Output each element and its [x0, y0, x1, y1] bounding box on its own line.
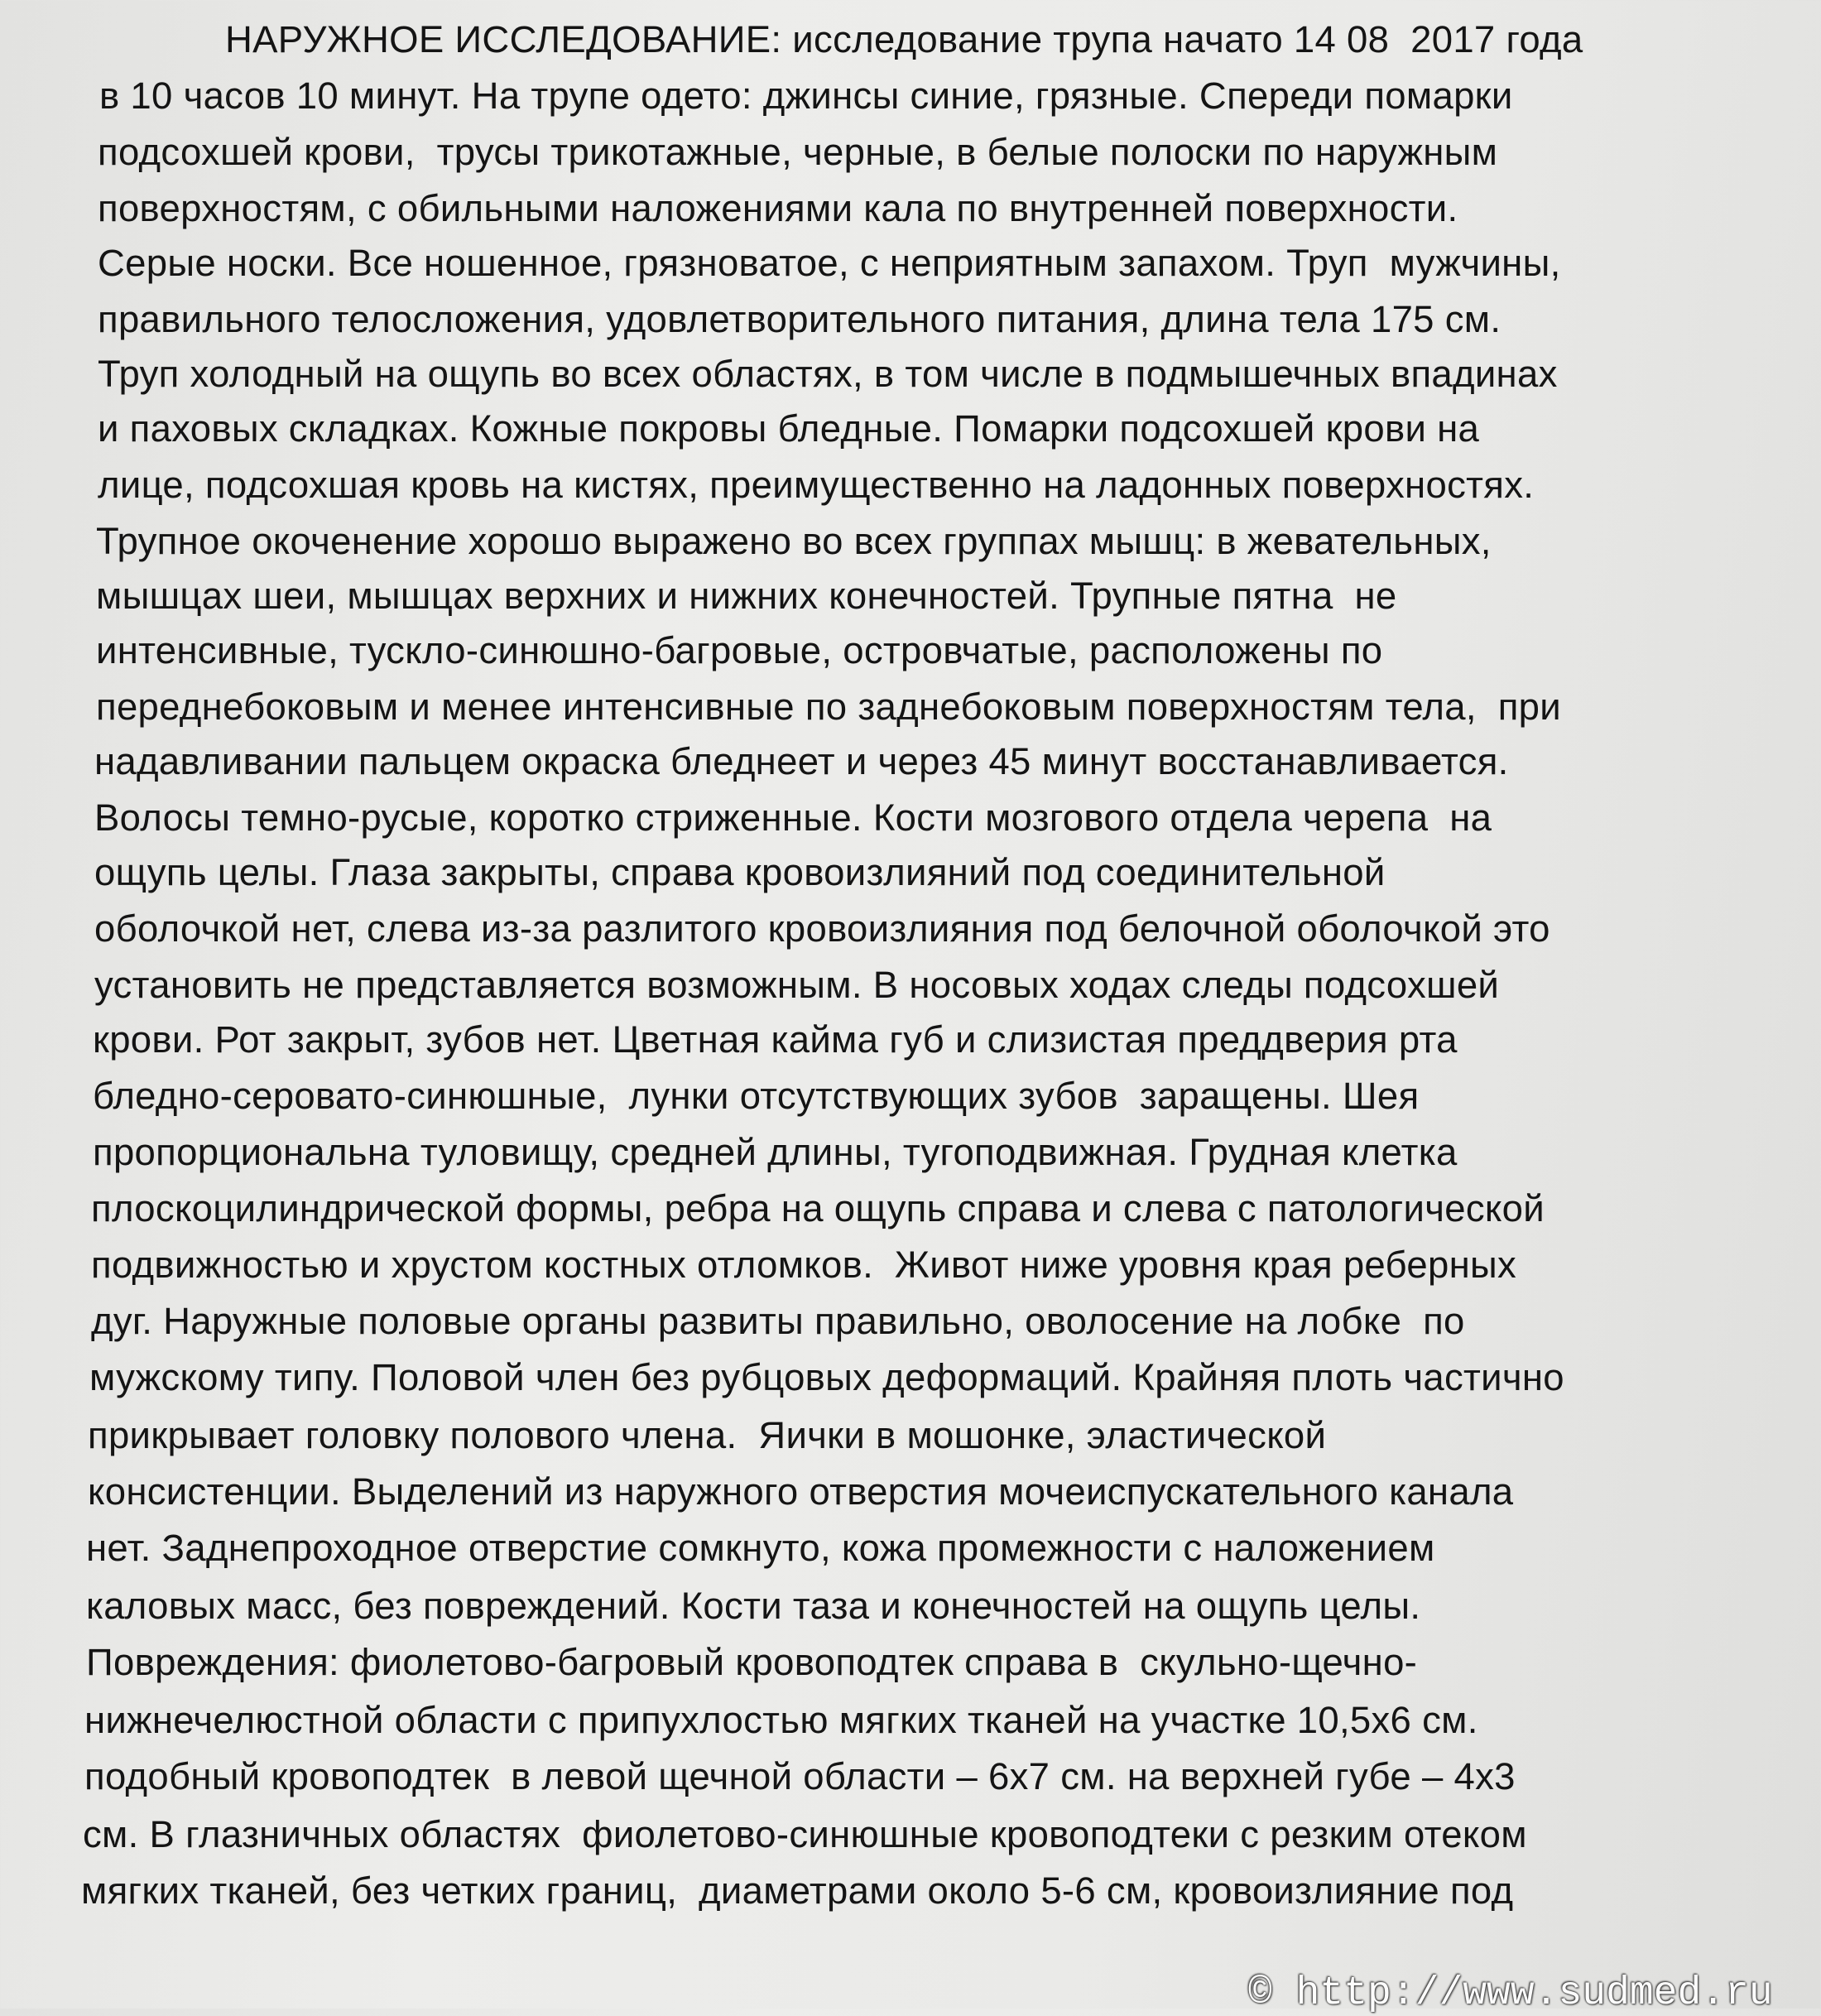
text-line: каловых масс, без повреждений. Кости таза и конечностей на ощупь целы. [86, 1585, 1421, 1627]
text-line: установить не представляется возможным. В носовых ходах следы подсохшей [94, 964, 1500, 1006]
text-line: и паховых складках. Кожные покровы бледные. Помарки подсохшей крови на [98, 407, 1480, 450]
watermark-text: © http://www.sudmed.ru [1248, 1971, 1773, 2016]
text-line: переднебоковым и менее интенсивные по заднебоковым поверхностям тела, при [96, 686, 1561, 728]
text-line: плоскоцилиндрической формы, ребра на ощупь справа и слева с патологической [91, 1187, 1545, 1229]
text-line: подвижностью и хрустом костных отломков. Живот ниже уровня края реберных [91, 1244, 1517, 1286]
text-line: дуг. Наружные половые органы развиты правильно, оволосение на лобке по [91, 1300, 1465, 1342]
text-line: нет. Заднепроходное отверстие сомкнуто, кожа промежности с наложением [86, 1527, 1435, 1569]
text-line: см. В глазничных областях фиолетово-синюшные кровоподтеки с резким отеком [83, 1813, 1527, 1855]
text-line: пропорциональна туловищу, средней длины, тугоподвижная. Грудная клетка [93, 1131, 1458, 1173]
text-line: в 10 часов 10 минут. На трупе одето: джинсы синие, грязные. Спереди помарки [99, 75, 1513, 117]
text-line: Трупное окоченение хорошо выражено во всех группах мышц: в жевательных, [96, 520, 1492, 562]
text-line: мышцах шеи, мышцах верхних и нижних конечностей. Трупные пятна не [96, 575, 1397, 617]
text-line: бледно-серовато-синюшные, лунки отсутствующих зубов заращены. Шея [93, 1075, 1420, 1117]
text-line: ощупь целы. Глаза закрыты, справа кровоизлияний под соединительной [94, 851, 1386, 893]
text-line: оболочкой нет, слева из-за разлитого кровоизлияния под белочной оболочкой это [94, 907, 1550, 950]
text-line: Серые носки. Все ношенное, грязноватое, с неприятным запахом. Труп мужчины, [98, 242, 1561, 284]
text-line: подобный кровоподтек в левой щечной области – 6х7 см. на верхней губе – 4х3 [84, 1755, 1516, 1797]
text-line: мягких тканей, без четких границ, диаметрами около 5-6 см, кровоизлияние под [81, 1869, 1514, 1912]
text-line: НАРУЖНОЕ ИССЛЕДОВАНИЕ: исследование трупа начато 14 08 2017 года [225, 18, 1583, 60]
text-line: Труп холодный на ощупь во всех областях, в том числе в подмышечных впадинах [98, 353, 1558, 395]
text-line: Волосы темно-русые, коротко стриженные. Кости мозгового отдела черепа на [94, 796, 1492, 839]
text-line: Повреждения: фиолетово-багровый кровоподтек справа в скульно-щечно- [86, 1641, 1418, 1683]
text-line: мужскому типу. Половой член без рубцовых деформаций. Крайняя плоть частично [89, 1356, 1564, 1398]
text-line: интенсивные, тускло-синюшно-багровые, островчатые, расположены по [96, 629, 1383, 671]
text-line: подсохшей крови, трусы трикотажные, черные, в белые полоски по наружным [98, 131, 1498, 173]
text-line: прикрывает головку полового члена. Яички в мошонке, эластической [88, 1414, 1327, 1456]
text-line: правильного телосложения, удовлетворительного питания, длина тела 175 см. [98, 298, 1501, 340]
text-line: крови. Рот закрыт, зубов нет. Цветная кайма губ и слизистая преддверия рта [93, 1018, 1458, 1061]
text-line: надавливании пальцем окраска бледнеет и через 45 минут восстанавливается. [94, 740, 1509, 782]
text-line: консистенции. Выделений из наружного отверстия мочеиспускательного канала [88, 1470, 1514, 1513]
text-line: нижнечелюстной области с припухлостью мягких тканей на участке 10,5х6 см. [84, 1699, 1478, 1741]
text-line: лице, подсохшая кровь на кистях, преимущественно на ладонных поверхностях. [98, 464, 1535, 506]
text-line: поверхностям, с обильными наложениями кала по внутренней поверхности. [98, 187, 1458, 229]
